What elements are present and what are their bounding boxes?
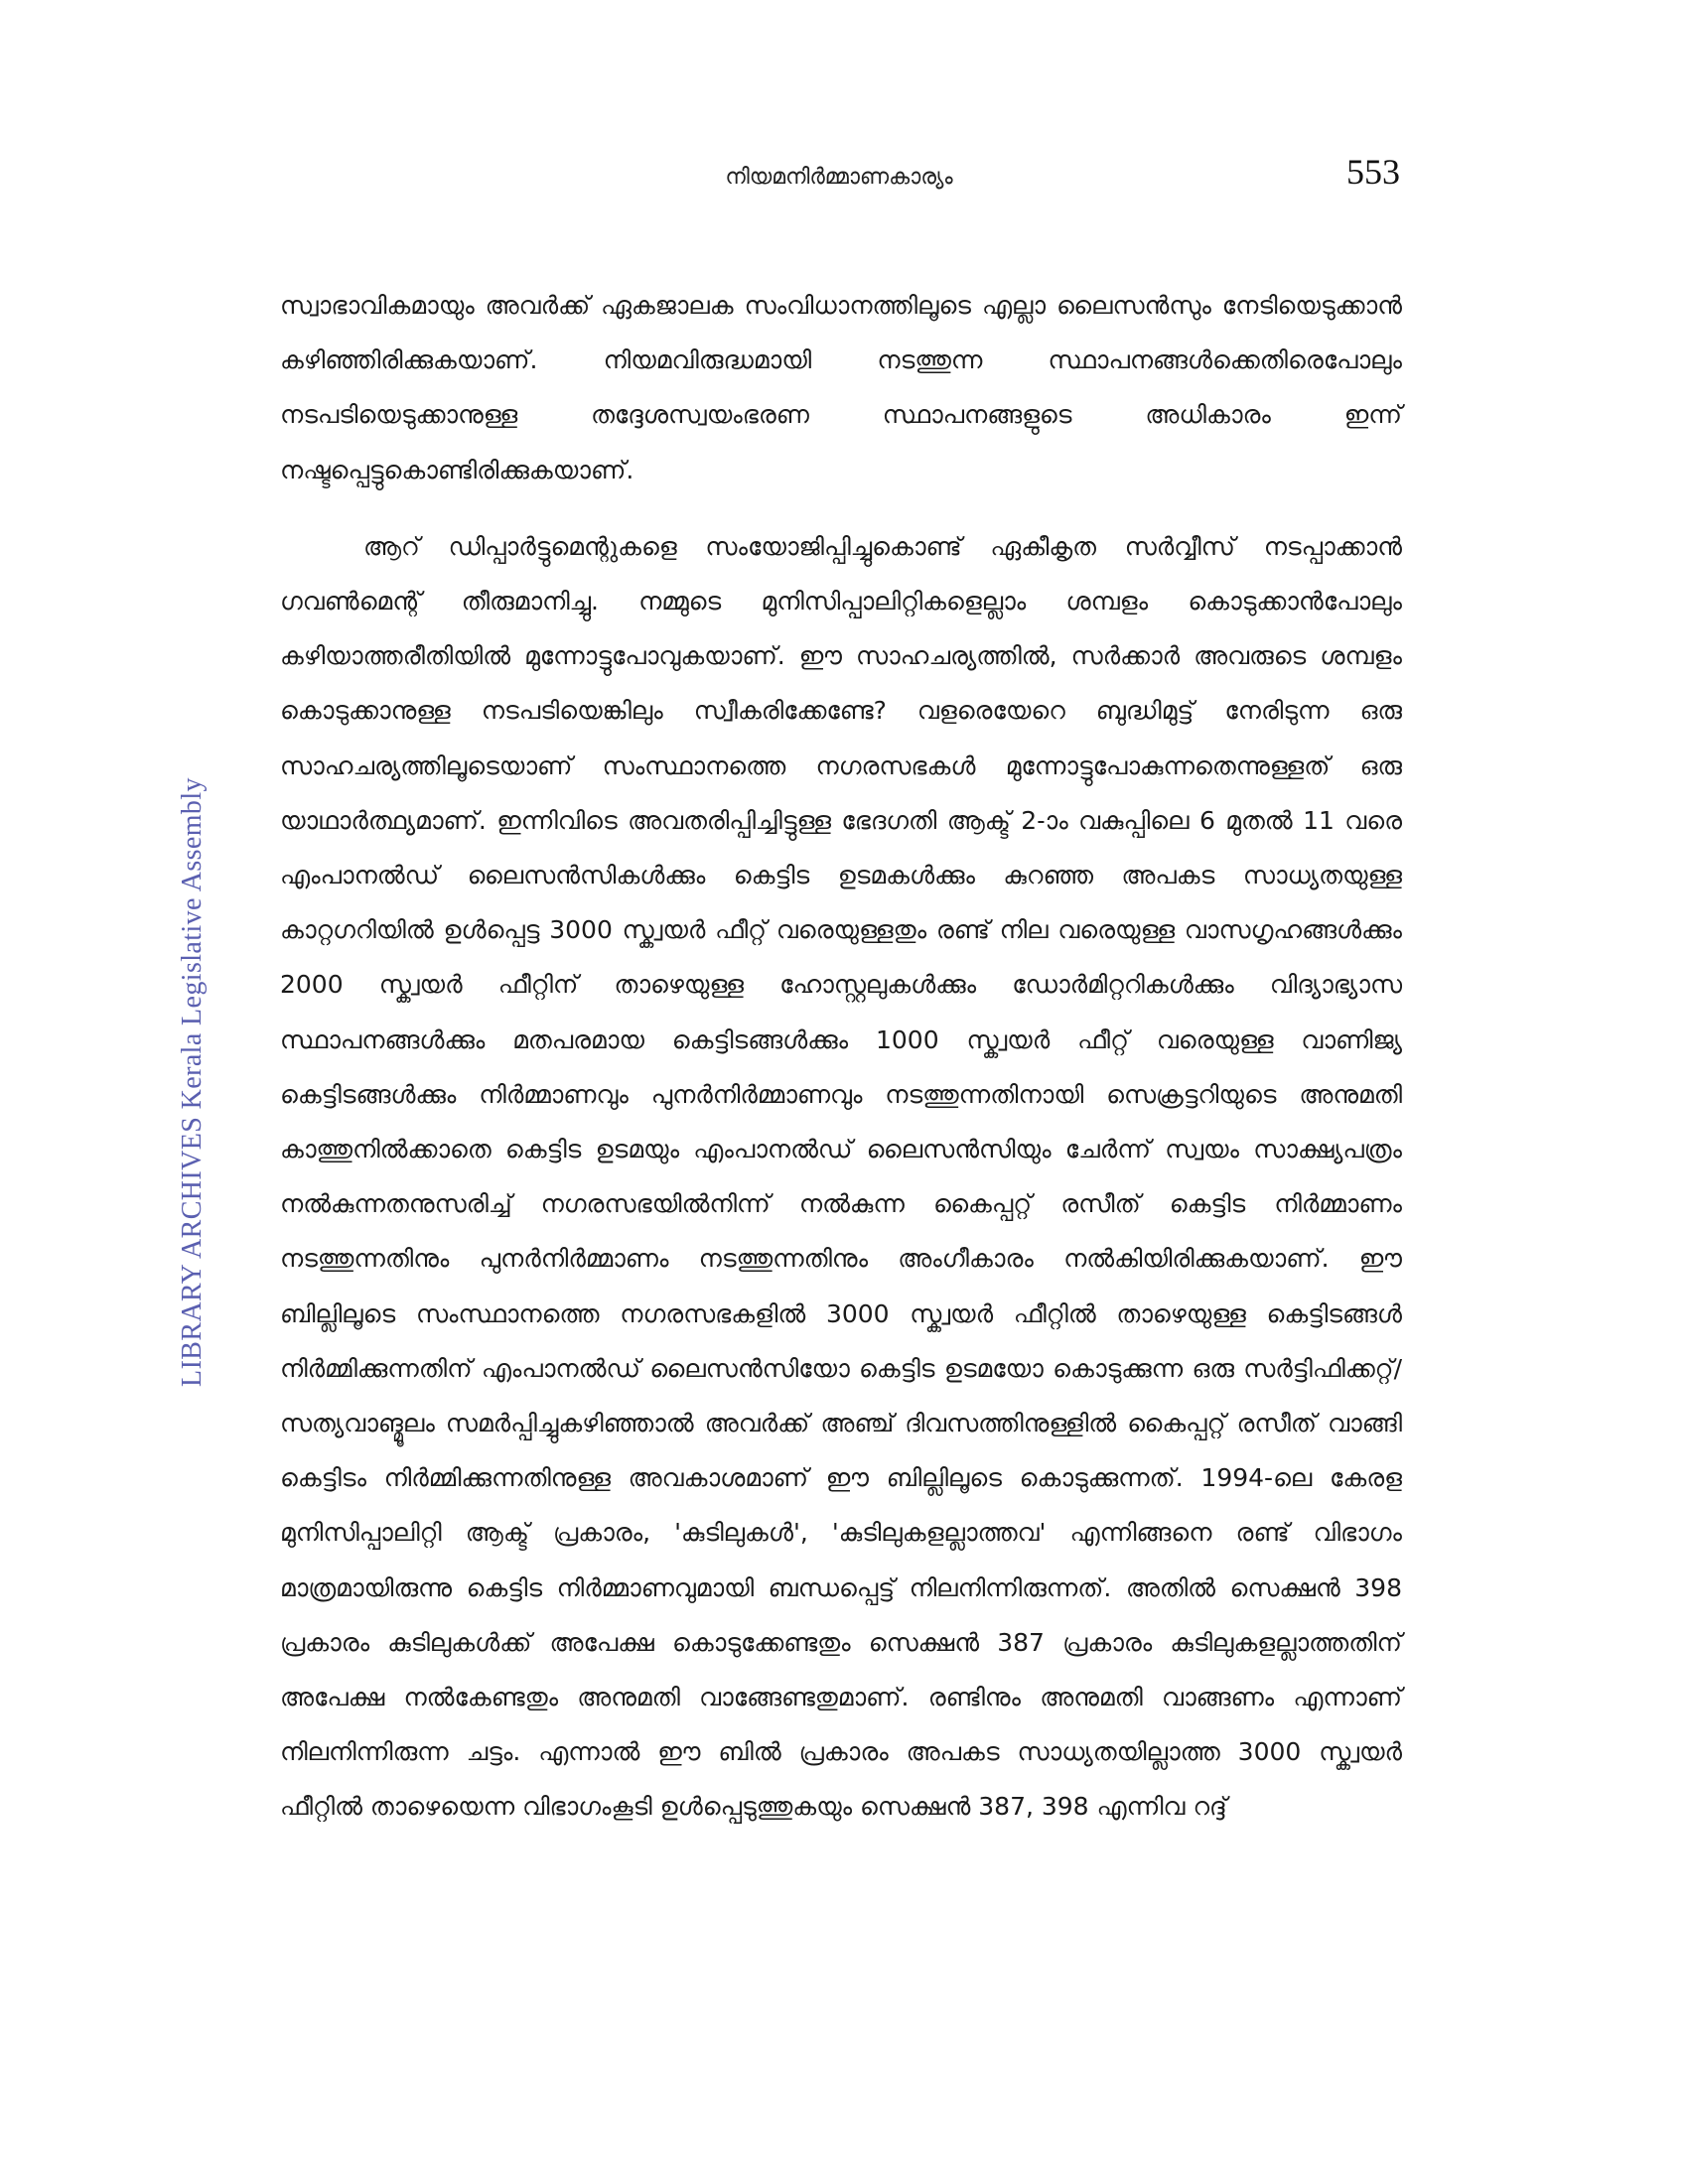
running-title: നിയമനിർമ്മാണകാര്യം <box>725 165 953 190</box>
archive-side-stamp: LIBRARY ARCHIVES Kerala Legislative Assembly <box>177 777 208 1387</box>
paragraph: സ്വാഭാവികമായും അവർക്ക് ഏകജാലക സംവിധാനത്തിലൂടെ എല്ലാ ലൈസൻസും നേടിയെടുക്കാൻ കഴിഞ്ഞിരിക്കുകയാണ്. നിയമവിരുദ്ധമായി നടത്തുന്ന സ്ഥാപനങ്ങൾക്കെതിരെപോലും നടപടിയെടുക്കാനുള്ള തദ്ദേശസ്വയംഭരണ സ്ഥാപനങ്ങളുടെ അധികാരം ഇന്ന് നഷ്ടപ്പെട്ടുകൊണ്ടിരിക്കുകയാണ്. <box>280 291 1402 484</box>
paragraph: ആറ് ഡിപ്പാർട്ടുമെന്റുകളെ സംയോജിപ്പിച്ചുകൊണ്ട് ഏകീകൃത സർവ്വീസ് നടപ്പാക്കാൻ ഗവൺമെന്റ് തീരുമാനിച്ചു. നമ്മുടെ മുനിസിപ്പാലിറ്റികളെല്ലാം ശമ്പളം കൊടുക്കാൻപോലും കഴിയാത്തരീതിയിൽ മുന്നോട്ടുപോവുകയാണ്. ഈ സാഹചര്യത്തിൽ, സർക്കാർ അവരുടെ ശമ്പളം കൊടുക്കാനുള്ള നടപടിയെങ്കിലും സ്വീകരിക്കേണ്ടേ? വളരെയേറെ ബുദ്ധിമുട്ട് നേരിടുന്ന ഒരു സാഹചര്യത്തിലൂടെയാണ് സംസ്ഥാനത്തെ നഗരസഭകൾ മുന്നോട്ടുപോകുന്നതെന്നുള്ളത് ഒരു യാഥാർത്ഥ്യമാണ്. ഇന്നിവിടെ അവതരിപ്പിച്ചിട്ടുള്ള ഭേദഗതി ആക്ട് 2-ാം വകുപ്പിലെ 6 മുതൽ 11 വരെ എംപാനൽഡ് ലൈസൻസികൾക്കും കെട്ടിട ഉടമകൾക്കും കുറഞ്ഞ അപകട സാധ്യതയുള്ള കാറ്റഗറിയിൽ ഉൾപ്പെട്ട 3000 സ്ക്വയർ ഫീറ്റ് വരെയുള്ളതും രണ്ട് നില വരെയുള്ള വാസഗൃഹങ്ങൾക്കും 2000 സ്ക്വയർ ഫീറ്റിന് താഴെയുള്ള ഹോസ്റ്റലുകൾക്കും ഡോർമിറ്ററികൾക്കും വിദ്യാഭ്യാസ സ്ഥാപനങ്ങൾക്കും മതപരമായ കെട്ടിടങ്ങൾക്കും 1000 സ്ക്വയർ ഫീറ്റ് വരെയുള്ള വാണിജ്യ കെട്ടിടങ്ങൾക്കും നിർമ്മാണവും പുനർനിർമ്മാണവും നടത്തുന്നതിനായി സെക്രട്ടറിയുടെ അനുമതി കാത്തുനിൽക്കാതെ കെട്ടിട ഉടമയും എംപാനൽഡ് ലൈസൻസിയും ചേർന്ന് സ്വയം സാക്ഷ്യപത്രം നൽകുന്നതനുസരിച്ച് നഗരസഭയിൽനിന്ന് നൽകുന്ന കൈപ്പറ്റ് രസീത് കെട്ടിട നിർമ്മാണം നടത്തുന്നതിനും പുനർനിർമ്മാണം നടത്തുന്നതിനും അംഗീകാരം നൽകിയിരിക്കുകയാണ്. ഈ ബില്ലിലൂടെ സംസ്ഥാനത്തെ നഗരസഭകളിൽ 3000 സ്ക്വയർ ഫീറ്റിൽ താഴെയുള്ള കെട്ടിടങ്ങൾ നിർമ്മിക്കുന്നതിന് എംപാനൽഡ് ലൈസൻസിയോ കെട്ടിട ഉടമയോ കൊടുക്കുന്ന ഒരു സർട്ടിഫിക്കറ്റ്/സത്യവാങ്മൂലം സമർപ്പിച്ചുകഴിഞ്ഞാൽ അവർക്ക് അഞ്ച് ദിവസത്തിനുള്ളിൽ കൈപ്പറ്റ് രസീത് വാങ്ങി കെട്ടിടം നിർമ്മിക്കുന്നതിനുള്ള അവകാശമാണ് ഈ ബില്ലിലൂടെ കൊടുക്കുന്നത്. 1994-ലെ കേരള മുനിസിപ്പാലിറ്റി ആക്ട് പ്രകാരം, 'കുടിലുകൾ', 'കുടിലുകളല്ലാത്തവ' എന്നിങ്ങനെ രണ്ട് വിഭാഗം മാത്രമായിരുന്നു കെട്ടിട നിർമ്മാണവുമായി ബന്ധപ്പെട്ട് നിലനിന്നിരുന്നത്. അതിൽ സെക്ഷൻ 398 പ്രകാരം കുടിലുകൾക്ക് അപേക്ഷ കൊടുക്കേണ്ടതും സെക്ഷൻ 387 പ്രകാരം കുടിലുകളല്ലാത്തതിന് അപേക്ഷ നൽകേണ്ടതും അനുമതി വാങ്ങേണ്ടതുമാണ്. രണ്ടിനും അനുമതി വാങ്ങണം എന്നാണ് നിലനിന്നിരുന്ന ചട്ടം. എന്നാൽ ഈ ബിൽ പ്രകാരം അപകട സാധ്യതയില്ലാത്ത 3000 സ്ക്വയർ ഫീറ്റിൽ താഴെയെന്ന വിഭാഗംകൂടി ഉൾപ്പെടുത്തുകയും സെക്ഷൻ 387, 398 എന്നിവ റദ്ദ് <box>280 531 1402 1822</box>
running-header <box>278 151 1400 201</box>
page-number: 553 <box>1346 152 1400 192</box>
body-text <box>280 278 1402 1835</box>
